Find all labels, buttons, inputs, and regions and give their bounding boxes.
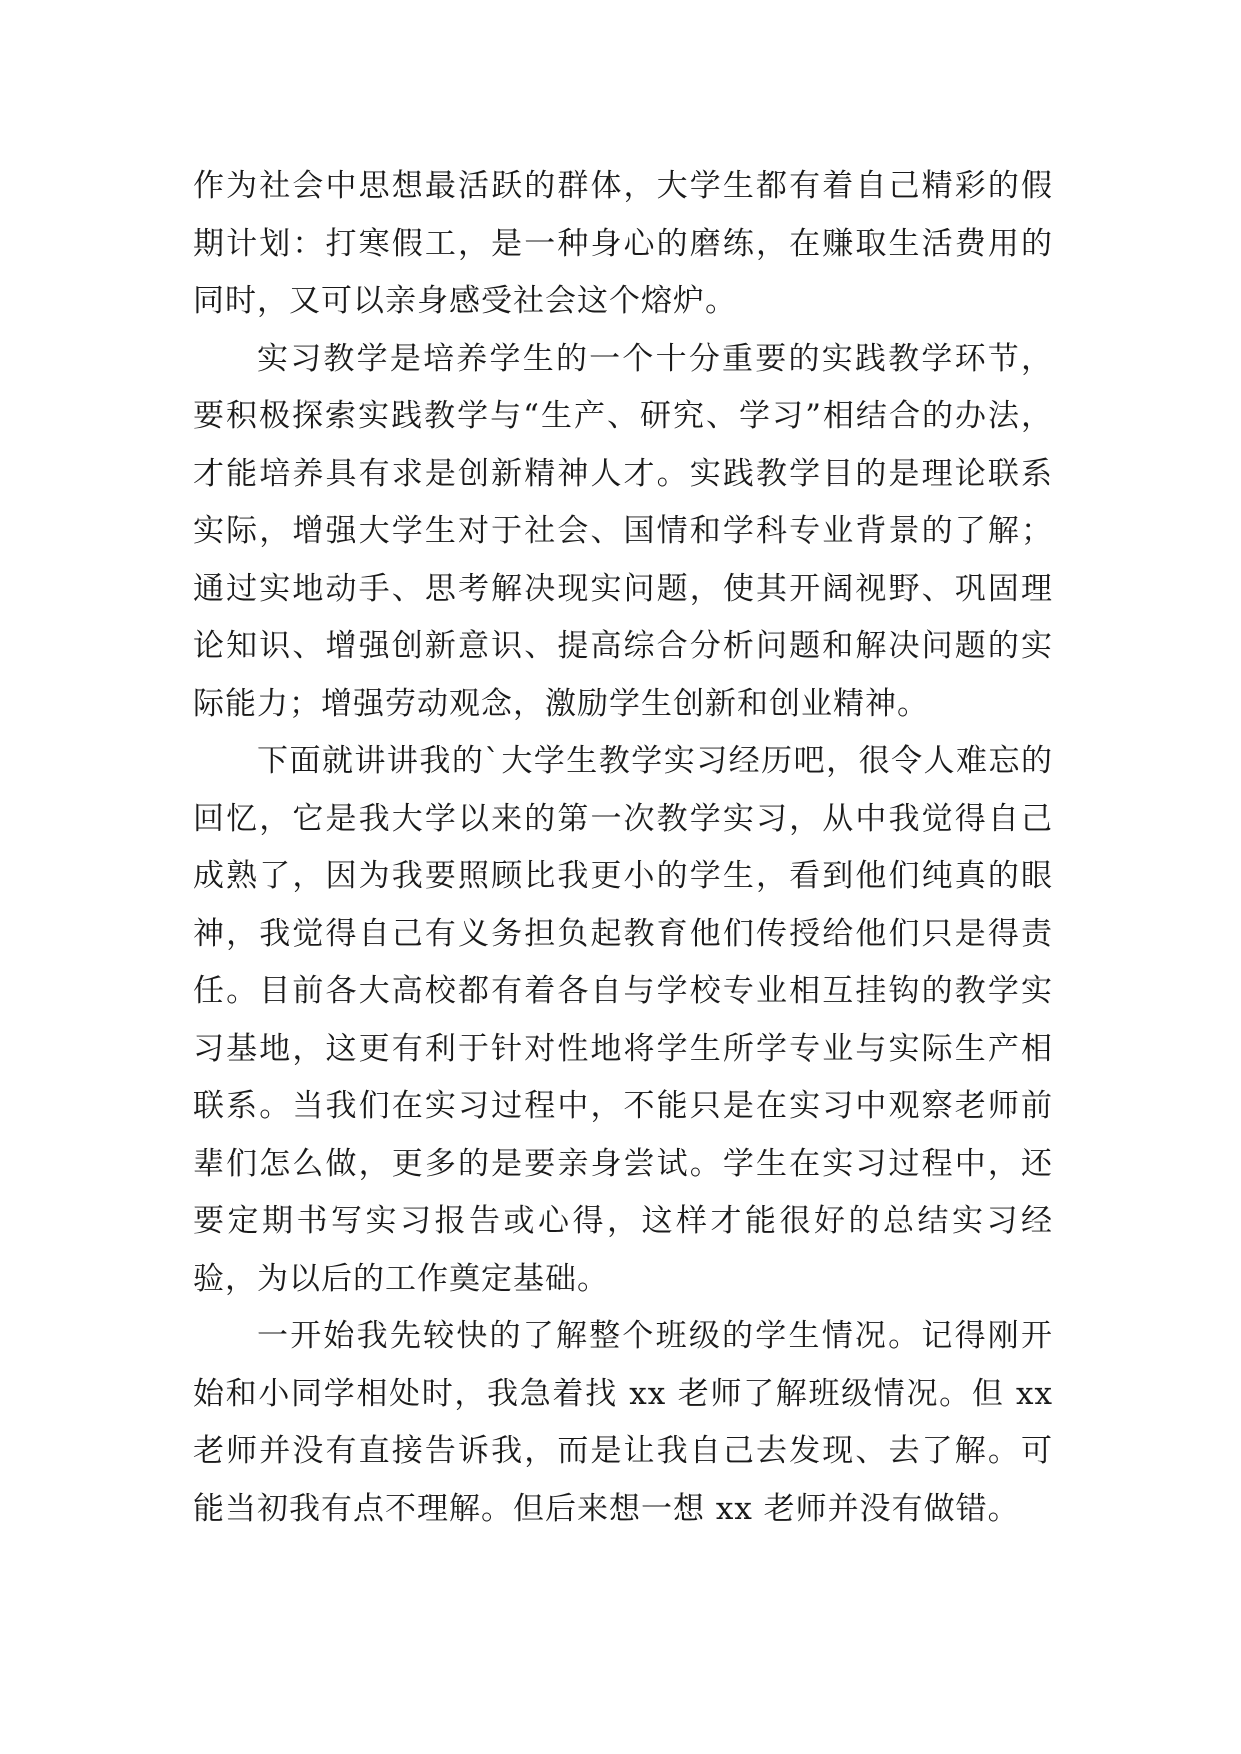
paragraph-3: 下面就讲讲我的`大学生教学实习经历吧，很令人难忘的回忆，它是我大学以来的第一次教学实习，从中我觉得自己成熟了，因为我要照顾比我更小的学生，看到他们纯真的眼神，我觉得自己有义务担负起教育他们传授给他们只是得责任。目前各大高校都有着各自与学校专业相互挂钩的教学实习基地，这更有利于针对性地将学生所学专业与实际生产相联系。当我们在实习过程中，不能只是在实习中观察老师前辈们怎么做，更多的是要亲身尝试。学生在实习过程中，还要定期书写实习报告或心得，这样才能很好的总结实习经验，为以后的工作奠定基础。 xyxy=(193,743,1053,1297)
document-body xyxy=(193,158,1053,1538)
paragraph-1: 作为社会中思想最活跃的群体，大学生都有着自己精彩的假期计划：打寒假工，是一种身心的磨练，在赚取生活费用的同时，又可以亲身感受社会这个熔炉。 xyxy=(193,168,1053,319)
paragraph-4: 一开始我先较快的了解整个班级的学生情况。记得刚开始和小同学相处时，我急着找 xx 老师了解班级情况。但 xx 老师并没有直接告诉我，而是让我自己去发现、去了解。可能当初我有点不理解。但后来想一想 xx 老师并没有做错。 xyxy=(193,1318,1053,1527)
paragraph-2: 实习教学是培养学生的一个十分重要的实践教学环节，要积极探索实践教学与“生产、研究、学习”相结合的办法，才能培养具有求是创新精神人才。实践教学目的是理论联系实际，增强大学生对于社会、国情和学科专业背景的了解；通过实地动手、思考解决现实问题，使其开阔视野、巩固理论知识、增强创新意识、提高综合分析问题和解决问题的实际能力；增强劳动观念，激励学生创新和创业精神。 xyxy=(193,340,1053,722)
